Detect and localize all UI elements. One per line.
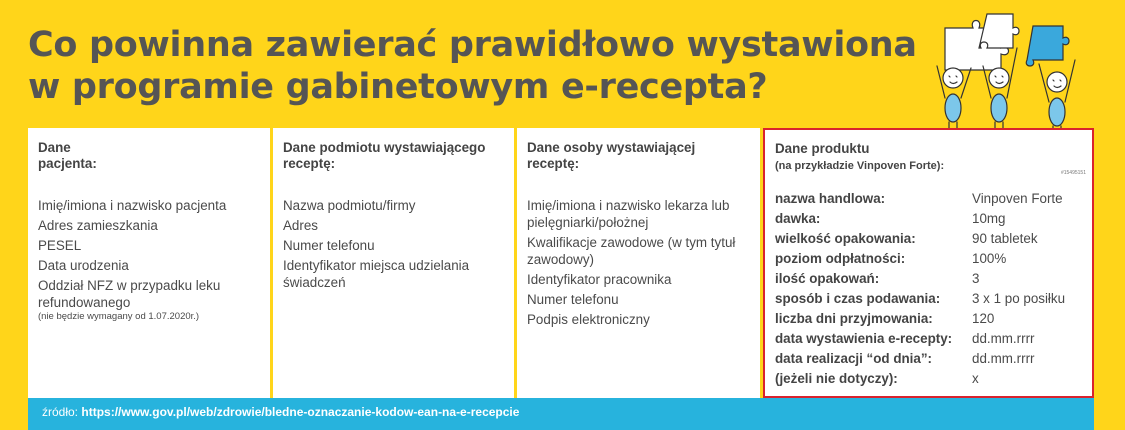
product-row	[775, 289, 1082, 309]
list-item: Adres zamieszkania	[38, 218, 158, 233]
product-row-value: Vinpoven Forte	[972, 191, 1063, 206]
puzzle-people-illustration	[925, 8, 1100, 140]
product-row-label: dawka:	[775, 211, 821, 226]
product-row-value: 100%	[972, 251, 1007, 266]
page-title	[28, 24, 917, 108]
product-row	[775, 189, 1082, 209]
issuer-entity-card-title-rest: receptę:	[283, 156, 336, 171]
list-item: Numer telefonu	[527, 292, 619, 307]
issuer-entity-card-title: Dane podmiotu wystawiającego	[283, 140, 486, 155]
product-row-label: ilość opakowań:	[775, 271, 880, 286]
source-footer	[28, 398, 1094, 430]
product-row-value: x	[972, 371, 979, 386]
list-item: Data urodzenia	[38, 258, 129, 273]
source-label: źródło:	[42, 405, 79, 419]
product-row-label: poziom odpłatności:	[775, 251, 906, 266]
issuer-person-card	[517, 128, 760, 398]
list-item: Identyfikator miejsca udzielania świadczeń	[283, 258, 470, 290]
list-item: Imię/imiona i nazwisko lekarza lub pielęgniarki/położnej	[527, 198, 730, 230]
product-row-label: nazwa handlowa:	[775, 191, 886, 206]
product-row-value: 10mg	[972, 211, 1006, 226]
issuer-entity-card	[273, 128, 514, 398]
issuer-person-list	[527, 197, 750, 328]
product-row	[775, 329, 1082, 349]
list-item: Podpis elektroniczny	[527, 312, 650, 327]
list-item: PESEL	[38, 238, 82, 253]
product-row-value: 90 tabletek	[972, 231, 1038, 246]
image-code: #15495151	[1060, 170, 1086, 176]
product-row-label: data realizacji “od dnia”:	[775, 351, 933, 366]
product-rows	[775, 189, 1082, 389]
product-row-label: (jeżeli nie dotyczy):	[775, 371, 898, 386]
product-row	[775, 309, 1082, 329]
list-item: Adres	[283, 218, 318, 233]
product-row-label: sposób i czas podawania:	[775, 291, 941, 306]
issuer-person-card-title: Dane osoby wystawiającej	[527, 140, 696, 155]
issuer-entity-list	[283, 197, 504, 291]
product-row-value: dd.mm.rrrr	[972, 351, 1035, 366]
product-row-value: 3 x 1 po posiłku	[972, 291, 1066, 306]
nfz-note: (nie będzie wymagany od 1.07.2020r.)	[38, 311, 200, 322]
product-card-subtitle: (na przykładzie Vinpoven Forte):	[775, 160, 945, 172]
title-line-1: Co powinna zawierać prawidłowo wystawiona	[28, 25, 917, 65]
product-row	[775, 269, 1082, 289]
product-row	[775, 349, 1082, 369]
list-item: Identyfikator pracownika	[527, 272, 672, 287]
list-item	[38, 277, 260, 323]
product-card-title: Dane produktu	[775, 141, 870, 156]
nfz-item-text: Oddział NFZ w przypadku leku refundowanego	[38, 278, 221, 310]
patient-card-title: Dane	[38, 140, 71, 155]
product-row	[775, 229, 1082, 249]
patient-card-title-rest: pacjenta:	[38, 156, 97, 171]
list-item: Nazwa podmiotu/firmy	[283, 198, 416, 213]
source-link[interactable]: https://www.gov.pl/web/zdrowie/bledne-oznaczanie-kodow-ean-na-e-recepcie	[81, 405, 520, 419]
product-row-value: dd.mm.rrrr	[972, 331, 1035, 346]
product-row-label: liczba dni przyjmowania:	[775, 311, 933, 326]
product-row-value: 120	[972, 311, 995, 326]
list-item: Numer telefonu	[283, 238, 375, 253]
product-row	[775, 249, 1082, 269]
patient-data-list	[38, 197, 260, 323]
issuer-person-card-title-rest: receptę:	[527, 156, 580, 171]
title-line-2: w programie gabinetowym e-recepta?	[28, 67, 768, 107]
list-item: Imię/imiona i nazwisko pacjenta	[38, 198, 227, 213]
product-row	[775, 209, 1082, 229]
product-row-label: data wystawienia e-recepty:	[775, 331, 953, 346]
list-item: Kwalifikacje zawodowe (w tym tytuł zawodowy)	[527, 235, 736, 267]
product-row	[775, 369, 1082, 389]
product-data-card	[763, 128, 1094, 398]
product-row-label: wielkość opakowania:	[775, 231, 916, 246]
product-row-value: 3	[972, 271, 980, 286]
patient-data-card	[28, 128, 270, 398]
